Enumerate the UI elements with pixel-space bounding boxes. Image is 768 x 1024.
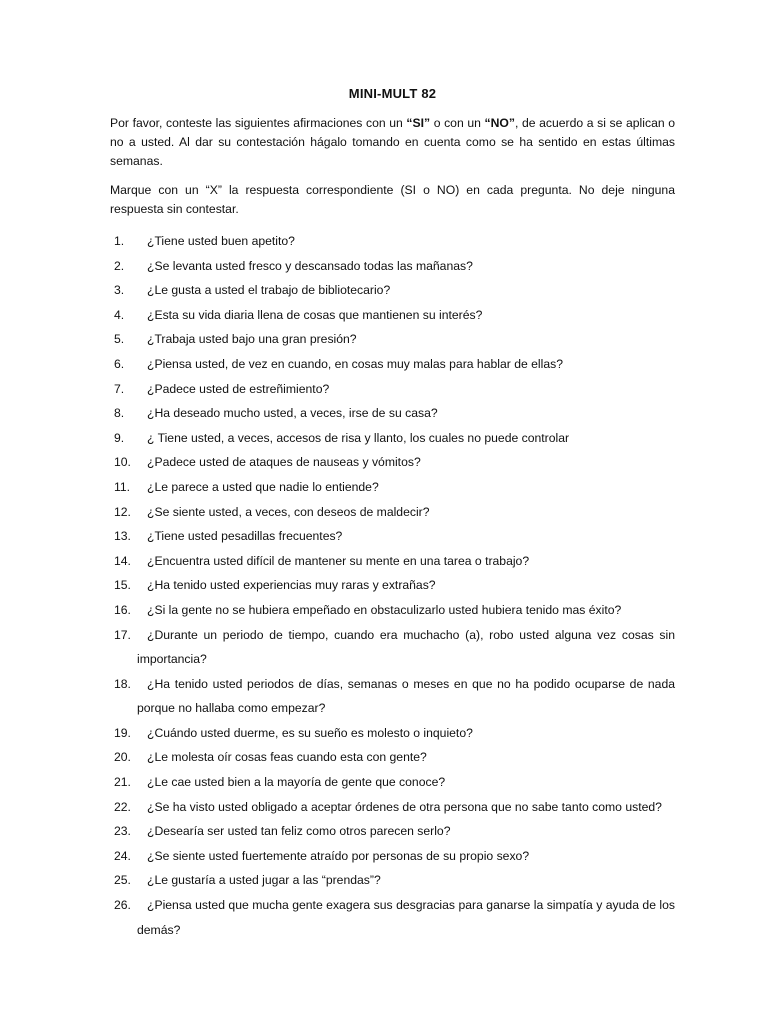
question-text: ¿Tiene usted pesadillas frecuentes? xyxy=(147,529,343,544)
question-item xyxy=(110,229,675,254)
question-item xyxy=(110,549,675,574)
question-item xyxy=(110,623,675,672)
question-number: 21. xyxy=(114,775,131,790)
question-number: 22. xyxy=(114,799,131,814)
question-number: 26. xyxy=(114,898,131,913)
question-text: ¿Le gustaría a usted jugar a las “prendas”? xyxy=(147,873,381,888)
question-item xyxy=(110,893,675,942)
question-text: ¿Le molesta oír cosas feas cuando esta con gente? xyxy=(147,750,427,765)
question-item xyxy=(110,426,675,451)
question-item xyxy=(110,254,675,279)
question-number: 18. xyxy=(114,676,131,691)
question-text: ¿Piensa usted que mucha gente exagera sus desgracias para ganarse la simpatía y ayuda de los demás? xyxy=(137,898,675,937)
question-item xyxy=(110,278,675,303)
question-text: ¿Si la gente no se hubiera empeñado en obstaculizarlo usted hubiera tenido mas éxito? xyxy=(147,602,622,617)
question-number: 7. xyxy=(114,381,125,396)
question-number: 4. xyxy=(114,307,125,322)
question-number: 12. xyxy=(114,504,131,519)
question-item xyxy=(110,598,675,623)
question-text: ¿Le cae usted bien a la mayoría de gente que conoce? xyxy=(147,775,446,790)
instructions-paragraph: Marque con un “X” la respuesta correspondiente (SI o NO) en cada pregunta. No deje ninguna respuesta sin contestar. xyxy=(110,183,675,216)
question-item xyxy=(110,327,675,352)
question-text: ¿Ha tenido usted periodos de días, semanas o meses en que no ha podido ocuparse de nada porque no hallaba como empezar? xyxy=(137,676,675,716)
question-text: ¿Ha tenido usted experiencias muy raras y extrañas? xyxy=(147,578,436,593)
question-item xyxy=(110,401,675,426)
question-text: ¿Ha deseado mucho usted, a veces, irse de su casa? xyxy=(147,406,438,421)
question-item xyxy=(110,795,675,820)
intro-text-2: o con un xyxy=(430,116,485,130)
question-text: ¿Se siente usted, a veces, con deseos de maldecir? xyxy=(147,504,430,519)
question-text: ¿Se ha visto usted obligado a aceptar órdenes de otra persona que no sabe tanto como usted? xyxy=(147,799,662,814)
question-item xyxy=(110,745,675,770)
question-number: 16. xyxy=(114,602,131,617)
question-number: 6. xyxy=(114,356,125,371)
question-item xyxy=(110,524,675,549)
question-text: ¿Encuentra usted difícil de mantener su mente en una tarea o trabajo? xyxy=(147,553,530,568)
question-number: 24. xyxy=(114,848,131,863)
question-number: 15. xyxy=(114,578,131,593)
intro-text-3: , de acuerdo a si se aplican o no a usted. Al dar su contestación hágalo tomando en cuenta como se ha sentido en estas últimas semanas. xyxy=(110,116,675,168)
question-text: ¿Se levanta usted fresco y descansado todas las mañanas? xyxy=(147,258,473,273)
question-text: ¿Desearía ser usted tan feliz como otros parecen serlo? xyxy=(147,824,451,839)
si-option: “SI” xyxy=(406,116,431,130)
question-number: 5. xyxy=(114,332,125,347)
question-number: 3. xyxy=(114,283,125,298)
question-number: 17. xyxy=(114,627,131,642)
question-item xyxy=(110,672,675,721)
question-text: ¿Padece usted de estreñimiento? xyxy=(147,381,330,396)
question-number: 23. xyxy=(114,824,131,839)
question-item xyxy=(110,475,675,500)
question-text: ¿Piensa usted, de vez en cuando, en cosas muy malas para hablar de ellas? xyxy=(147,356,563,371)
question-text: ¿Durante un periodo de tiempo, cuando era muchacho (a), robo usted alguna vez cosas sin importancia? xyxy=(137,627,675,667)
question-text: ¿ Tiene usted, a veces, accesos de risa y llanto, los cuales no puede controlar xyxy=(147,430,570,445)
question-number: 8. xyxy=(114,406,125,421)
question-text: ¿Cuándo usted duerme, es su sueño es molesto o inquieto? xyxy=(147,725,473,740)
question-number: 14. xyxy=(114,553,131,568)
question-text: ¿Esta su vida diaria llena de cosas que mantienen su interés? xyxy=(147,307,483,322)
question-number: 20. xyxy=(114,750,131,765)
question-text: ¿Se siente usted fuertemente atraído por personas de su propio sexo? xyxy=(147,848,530,863)
no-option: “NO” xyxy=(484,116,515,130)
question-list xyxy=(110,229,675,942)
intro-paragraph xyxy=(110,114,675,171)
question-number: 11. xyxy=(114,479,131,494)
question-item xyxy=(110,450,675,475)
question-item xyxy=(110,868,675,893)
question-item xyxy=(110,377,675,402)
question-item xyxy=(110,844,675,869)
question-item xyxy=(110,303,675,328)
question-item xyxy=(110,500,675,525)
question-item xyxy=(110,819,675,844)
question-number: 25. xyxy=(114,873,131,888)
question-item xyxy=(110,770,675,795)
question-item xyxy=(110,721,675,746)
question-number: 19. xyxy=(114,725,131,740)
question-item xyxy=(110,573,675,598)
question-number: 13. xyxy=(114,529,131,544)
intro-text-1: Por favor, conteste las siguientes afirmaciones con un xyxy=(110,116,407,130)
question-text: ¿Le gusta a usted el trabajo de bibliotecario? xyxy=(147,283,391,298)
question-text: ¿Le parece a usted que nadie lo entiende? xyxy=(147,479,379,494)
question-text: ¿Padece usted de ataques de nauseas y vómitos? xyxy=(147,455,421,470)
question-number: 1. xyxy=(114,234,125,248)
document-title: MINI-MULT 82 xyxy=(348,86,437,101)
question-item xyxy=(110,352,675,377)
question-number: 2. xyxy=(114,258,125,273)
question-text: ¿Trabaja usted bajo una gran presión? xyxy=(147,332,357,347)
question-number: 10. xyxy=(114,455,131,470)
question-text: ¿Tiene usted buen apetito? xyxy=(147,234,295,248)
question-number: 9. xyxy=(114,430,125,445)
